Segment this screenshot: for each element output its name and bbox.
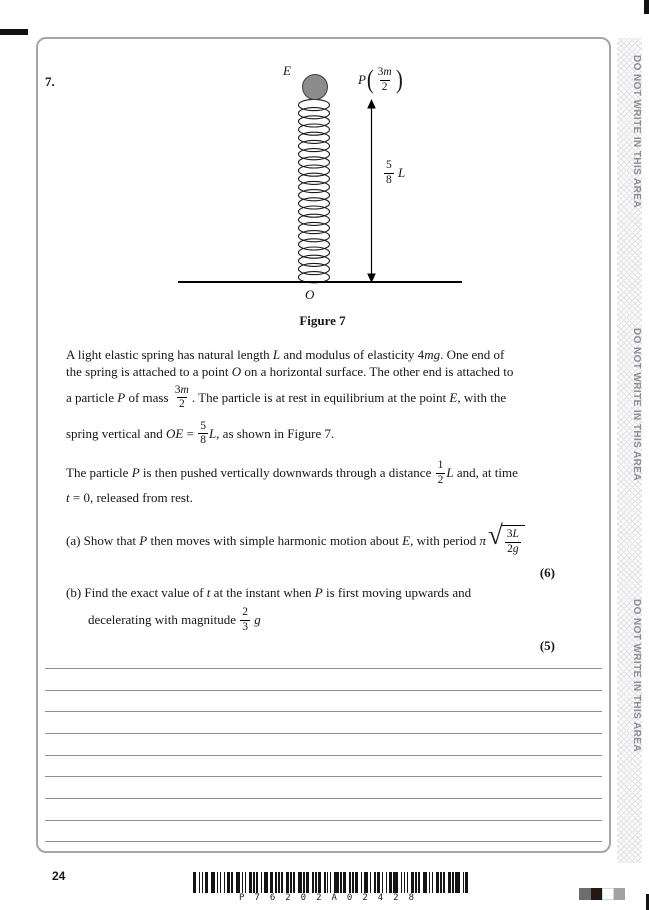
particle-mass-label: P ( $\frac{3m}{2}$ ) — [358, 65, 403, 94]
answer-line — [45, 820, 602, 821]
calibration-square — [602, 888, 614, 900]
calibration-square — [579, 888, 591, 900]
calibration-squares — [579, 888, 625, 900]
registration-bar-top-left — [0, 29, 28, 35]
calibration-square — [614, 888, 626, 900]
answer-line — [45, 711, 602, 712]
question-number: 7. — [45, 74, 55, 89]
part-a-text: (a) Show that P then moves with simple harmonic motion about E , with period π √ $\frac{3L}{2g}$ — [66, 523, 525, 558]
part-a-marks: (6) — [539, 565, 555, 580]
paragraph2-line2: t = 0, released from rest. — [66, 489, 193, 505]
answer-line — [45, 668, 602, 669]
barcode-gap — [468, 872, 469, 893]
distance-arrow — [363, 99, 380, 283]
do-not-write-margin — [617, 38, 642, 863]
particle-ball — [302, 74, 328, 100]
answer-line — [45, 841, 602, 842]
answer-line — [45, 798, 602, 799]
do-not-write-text-2: DO NOT WRITE IN THIS AREA — [631, 328, 642, 481]
registration-bar-top-right — [644, 0, 649, 14]
paragraph1-line2: the spring is attached to a point O on a horizontal surface. The other end is attached to — [66, 363, 514, 379]
figure-point-O-label: O — [305, 287, 315, 302]
part-b-marks: (5) — [539, 638, 555, 653]
answer-line — [45, 690, 602, 691]
answer-line — [45, 733, 602, 734]
part-b-line2: decelerating with magnitude $\frac{2}{3}$ g — [88, 606, 261, 633]
do-not-write-text-3: DO NOT WRITE IN THIS AREA — [631, 599, 642, 752]
distance-label: $\frac{5}{8}$ L — [386, 159, 406, 186]
barcode — [193, 872, 470, 893]
answer-line — [45, 755, 602, 756]
page-number: 24 — [52, 869, 66, 883]
do-not-write-text-1: DO NOT WRITE IN THIS AREA — [631, 55, 642, 208]
paragraph1-line3: a particle P of mass $\frac{3m}{2}$ . The particle is at rest in equilibrium at the point E , with the — [66, 383, 507, 410]
paragraph1-line4: spring vertical and OE = $\frac{5}{8}$ L , as shown in Figure 7. — [66, 419, 335, 446]
paragraph1-line1: A light elastic spring has natural length L and modulus of elasticity 4 mg . One end of — [66, 346, 505, 362]
barcode-text: P76202A02428 — [238, 893, 425, 903]
part-b-line1: (b) Find the exact value of t at the instant when P is first moving upwards and — [66, 584, 472, 600]
figure-caption: Figure 7 — [299, 313, 346, 328]
calibration-square — [591, 888, 603, 900]
spring-illustration — [296, 99, 332, 285]
figure-point-E-label: E — [283, 63, 291, 78]
paragraph2-line1: The particle P is then pushed vertically downwards through a distance $\frac{1}{2}$ L and, at time — [66, 459, 518, 486]
ground-line — [178, 281, 462, 283]
answer-line — [45, 776, 602, 777]
